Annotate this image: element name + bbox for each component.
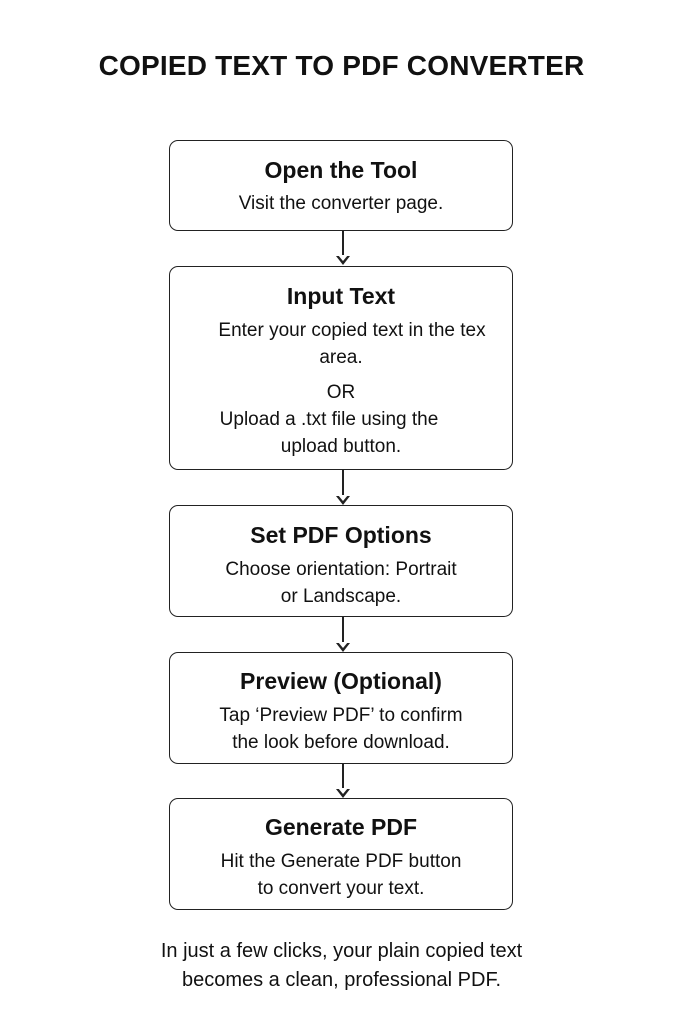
- step-open-tool: [169, 140, 513, 231]
- step-generate-pdf: [169, 798, 513, 910]
- arrow-down-icon: [336, 643, 350, 652]
- connector-line: [342, 617, 344, 644]
- step-input-text: [169, 266, 513, 470]
- step-description: or Landscape.: [280, 586, 402, 607]
- footer-line: becomes a clean, professional PDF.: [181, 969, 502, 991]
- arrow-down-icon: [336, 789, 350, 798]
- step-description: Upload a .txt file using the: [219, 409, 439, 430]
- step-title: Generate PDF: [264, 814, 418, 840]
- step-title: Preview (Optional): [240, 668, 442, 694]
- connector-line: [342, 231, 344, 257]
- step-preview: [169, 652, 513, 764]
- step-description: to convert your text.: [257, 878, 425, 899]
- diagram-title: COPIED TEXT TO PDF CONVERTER: [98, 50, 585, 81]
- step-description: upload button.: [280, 436, 402, 457]
- or-separator: OR: [326, 382, 356, 403]
- step-description: Visit the converter page.: [238, 193, 444, 214]
- connector-line: [342, 470, 344, 497]
- step-description: area.: [319, 347, 363, 368]
- step-description: Choose orientation: Portrait: [225, 559, 457, 580]
- arrow-down-icon: [336, 496, 350, 505]
- step-description: Hit the Generate PDF button: [220, 851, 462, 872]
- step-title: Open the Tool: [264, 157, 418, 183]
- connector-line: [342, 764, 344, 790]
- step-title: Set PDF Options: [250, 522, 432, 548]
- footer-line: In just a few clicks, your plain copied text: [160, 940, 523, 962]
- arrow-down-icon: [336, 256, 350, 265]
- step-description: Tap ‘Preview PDF’ to confirm: [219, 705, 463, 726]
- step-description: the look before download.: [232, 732, 450, 753]
- step-title: Input Text: [286, 283, 396, 309]
- step-description: Enter your copied text in the tex: [218, 320, 486, 341]
- footer-caption: [0, 937, 683, 995]
- step-set-pdf-options: [169, 505, 513, 617]
